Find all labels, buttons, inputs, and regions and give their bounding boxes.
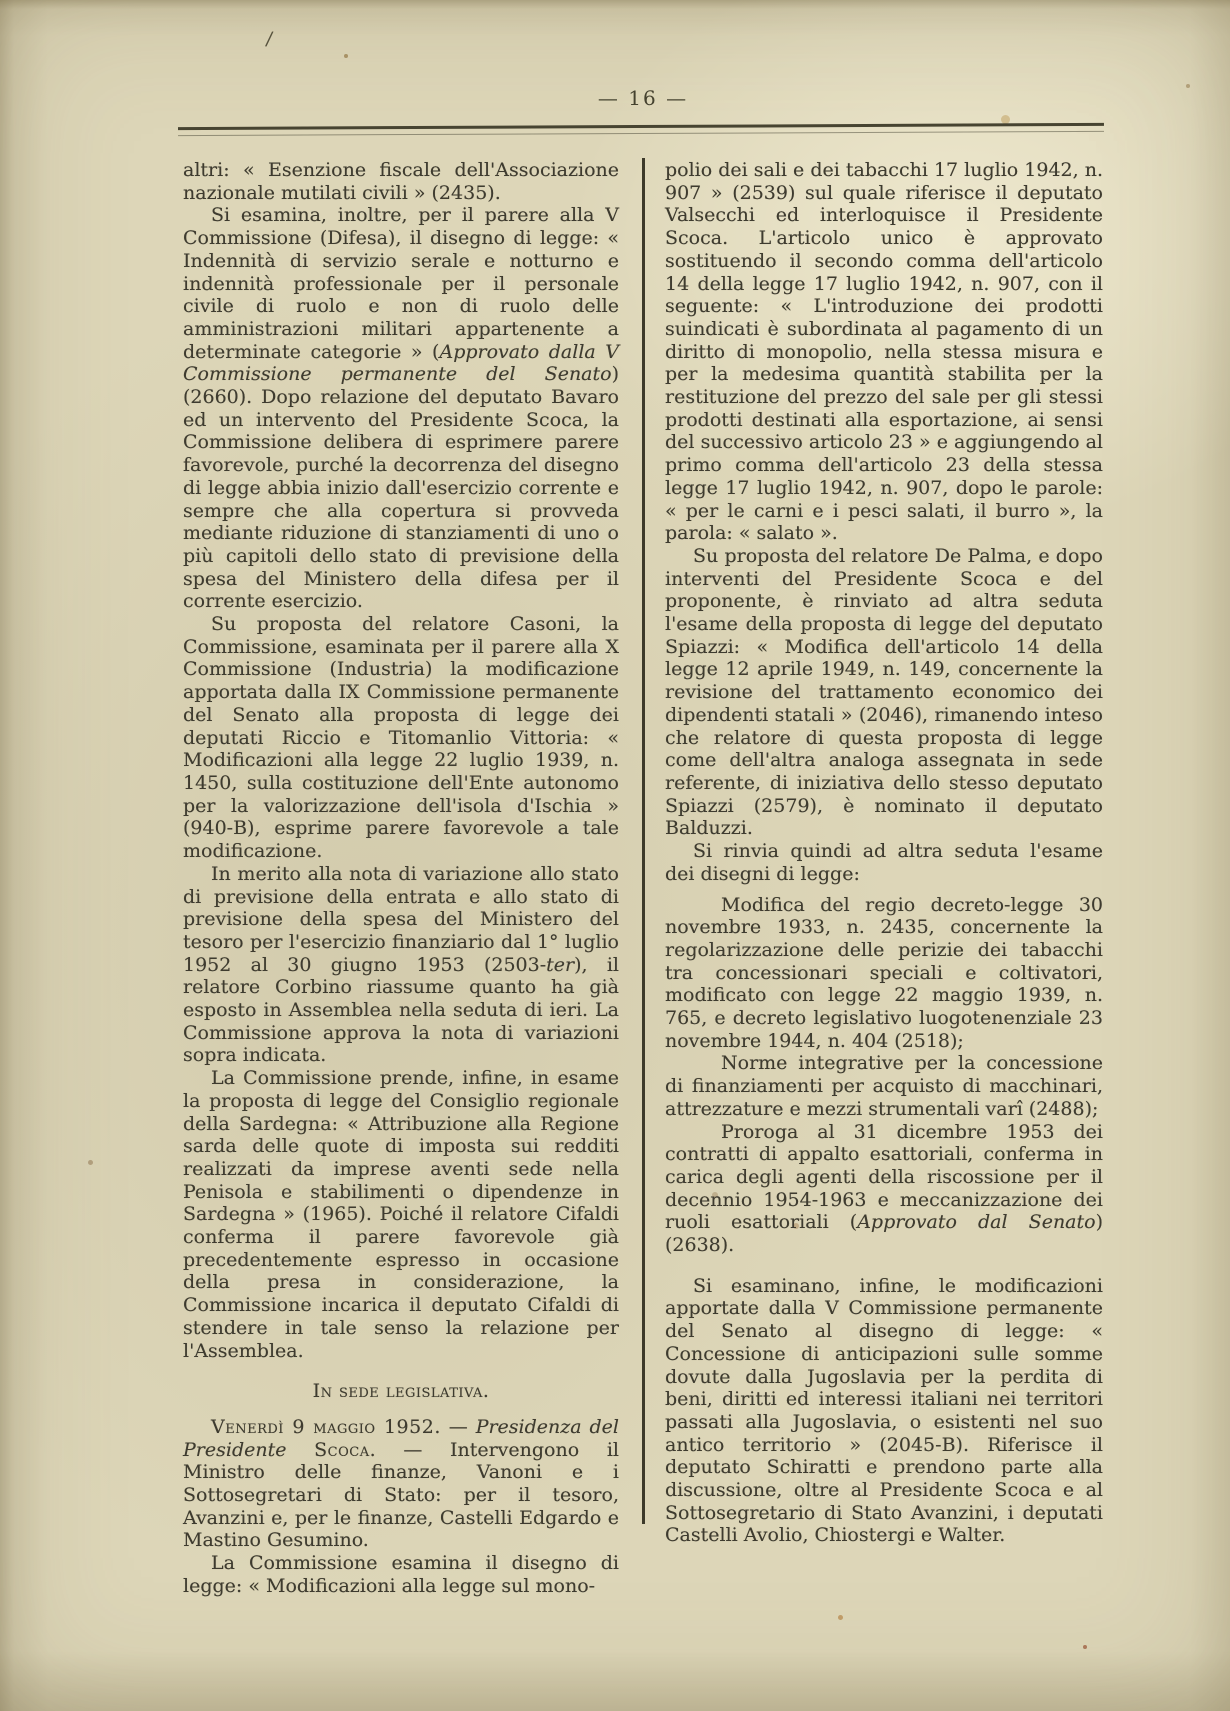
paper-speckle: [1083, 1645, 1087, 1649]
paragraph: [665, 1121, 1103, 1257]
paragraph: [183, 1067, 619, 1362]
text-segment: polio dei sali e dei tabacchi 17 luglio 1942, n. 907 » (2539) sul quale riferisce il deputato Valsecchi ed interloquisce il Presidente Scoca. L'articolo unico è approvato sostituendo il secondo comma dell'articolo 14 della legge 17 luglio 1942, n. 907, con il seguente: « L'introduzione dei prodotti suindicati è subordinata al pagamento di un diritto di monopolio, nella stessa misura e per la medesima quantità stabilita per la restituzione del prezzo del sale per gli stessi prodotti destinati alla esportazione, ai sensi del successivo articolo 23 » e aggiungendo al primo comma dell'articolo 23 della stessa legge 17 luglio 1942, n. 907, dopo le parole: « per le carni e i pesci salati, il burro », la parola: « salato ».: [665, 159, 1103, 545]
paragraph: [183, 1552, 619, 1597]
text-segment: ) (2660). Dopo relazione del deputato Bavaro ed un intervento del Presidente Scoca, la Commissione delibera di esprimere parere favorevole, purché la decorrenza del disegno di legge abbia inizio dall'esercizio corrente e sempre che alla copertura si provveda mediante riduzione di stanziamenti di uno o più capitoli dello stato di previsione della spesa del Ministero della difesa per il corrente esercizio.: [183, 363, 619, 613]
paragraph: [665, 840, 1103, 885]
text-segment: Presidenza del Presidente: [183, 1415, 619, 1461]
text-segment: La Commissione prende, infine, in esame la proposta di legge del Consiglio regionale della Sardegna: « Attribuzione alla Regione sarda delle quote di imposta sui redditi realizzati da imprese aventi sede nella Penisola e stabilimenti o dipendenze in Sardegna » (1965). Poiché il relatore Cifaldi conferma il parere favorevole già precedentemente espresso in occasione della presa in considerazione, la Commissione incarica il deputato Cifaldi di stendere in tale senso la relazione per l'Assemblea.: [183, 1067, 619, 1362]
text-segment: Venerdì 9 maggio 1952.: [211, 1415, 441, 1438]
text-segment: ) (2638).: [665, 1211, 1103, 1257]
text-segment: Modifica del regio decreto-legge 30 novembre 1933, n. 2435, concernente la regolarizzazione delle perizie dei tabacchi tra concessionari speciali e coltivatori, modificato con legge 22 maggio 1939, n. 765, e decreto legislativo luogotenenziale 23 novembre 1944, n. 404 (2518);: [665, 893, 1103, 1052]
page-number: — 16 —: [597, 86, 689, 110]
paragraph: [183, 613, 619, 863]
text-segment: —: [440, 1415, 476, 1438]
column-divider-rule: [642, 158, 645, 1524]
paper-speckle: [344, 54, 348, 58]
text-segment: ), il relatore Corbino riassume quanto ha già esposto in Assemblea nella seduta di ieri. La Commissione approva la nota di variazioni sopra indicata.: [183, 953, 619, 1067]
text-segment: [286, 1439, 314, 1461]
text-segment: Approvato dalla V Commissione permanente del Senato: [183, 340, 619, 386]
text-segment: Proroga al 31 dicembre 1953 dei contratti di appalto esattoriali, conferma in carica degli agenti della riscossione per il decennio 1954-1963 e meccanizzazione dei ruoli esattoriali (: [665, 1120, 1103, 1234]
paragraph: [665, 159, 1103, 545]
text-segment: ter: [546, 953, 575, 976]
ink-slash-mark: /: [264, 27, 274, 51]
paragraph: [665, 545, 1103, 840]
text-segment: Si esamina, inoltre, per il parere alla V Commissione (Difesa), il disegno di legge: « Indennità di servizio serale e notturno e indennità professionale per il personale civile di ruolo e non di ruolo delle amministrazioni militari appartenente a determinate categorie » (: [183, 204, 619, 363]
section-heading: [183, 1380, 619, 1403]
text-segment: Su proposta del relatore Casoni, la Commissione, esaminata per il parere alla X Commissione (Industria) la modificazione apportata dalla IX Commissione permanente del Senato alla proposta di legge dei deputati Riccio e Titomanlio Vittoria: « Modificazioni alla legge 22 luglio 1939, n. 1450, sulla costituzione dell'Ente autonomo per la valorizzazione dell'isola d'Ischia » (940-B), esprime parere favorevole a tale modificazione.: [183, 613, 619, 863]
paper-speckle: [838, 1615, 843, 1620]
left-column: [183, 159, 619, 1598]
text-segment: Su proposta del relatore De Palma, e dopo interventi del Presidente Scoca e del proponente, è rinviato ad altra seduta l'esame della proposta di legge del deputato Spiazzi: « Modifica dell'articolo 14 della legge 12 aprile 1949, n. 149, concernente la revisione del trattamento economico dei dipendenti statali » (2046), rimanendo inteso che relatore di questa proposta di legge come dell'altra analoga assegnata in sede referente, di iniziativa dello stesso deputato Spiazzi (2579), è nominato il deputato Balduzzi.: [665, 544, 1103, 840]
paragraph: [183, 204, 619, 613]
paragraph: [183, 159, 619, 204]
right-column: [665, 159, 1103, 1547]
text-segment: Scoca: [314, 1438, 370, 1461]
text-segment: Si esaminano, infine, le modificazioni apportate dalla V Commissione permanente del Senato al disegno di legge: « Concessione di anticipazioni sulle somme dovute dalla Jugoslavia per la perdita di beni, diritti ed interessi italiani nei territori passati alla Jugoslavia, o esistenti nel suo antico territorio » (2045-B). Riferisce il deputato Schiratti e prendono parte alla discussione, oltre al Presidente Scoca e al Sottosegretario di Stato Avanzini, i deputati Castelli Avolio, Chiostergi e Walter.: [665, 1274, 1103, 1547]
paragraph: [665, 1275, 1103, 1547]
text-segment: In sede legislativa.: [312, 1380, 490, 1403]
paper-speckle: [88, 1160, 93, 1165]
paragraph: [665, 1052, 1103, 1120]
text-segment: Si rinvia quindi ad altra seduta l'esame dei disegni di legge:: [665, 840, 1103, 885]
text-segment: . — Intervengono il Ministro delle finanze, Vanoni e i Sottosegretari di Stato: per il tesoro, Avanzini e, per le finanze, Castelli Edgardo e Mastino Gesumino.: [183, 1438, 619, 1552]
text-segment: La Commissione esamina il disegno di legge: « Modificazioni alla legge sul mono-: [183, 1552, 619, 1597]
text-segment: Approvato dal Senato: [857, 1211, 1096, 1234]
paragraph: [183, 1416, 619, 1552]
text-segment: Norme integrative per la concessione di finanziamenti per acquisto di macchinari, attrezzature e mezzi strumentali varî (2488);: [665, 1052, 1103, 1120]
paper-speckle: [1186, 84, 1190, 88]
text-segment: altri: « Esenzione fiscale dell'Associazione nazionale mutilati civili » (2435).: [183, 159, 619, 204]
paragraph: [665, 894, 1103, 1053]
text-segment: In merito alla nota di variazione allo stato di previsione della entrata e allo stato di previsione della spesa del Ministero del tesoro per l'esercizio finanziario dal 1° luglio 1952 al 30 giugno 1953 (2503-: [183, 862, 619, 976]
paragraph: [183, 863, 619, 1067]
